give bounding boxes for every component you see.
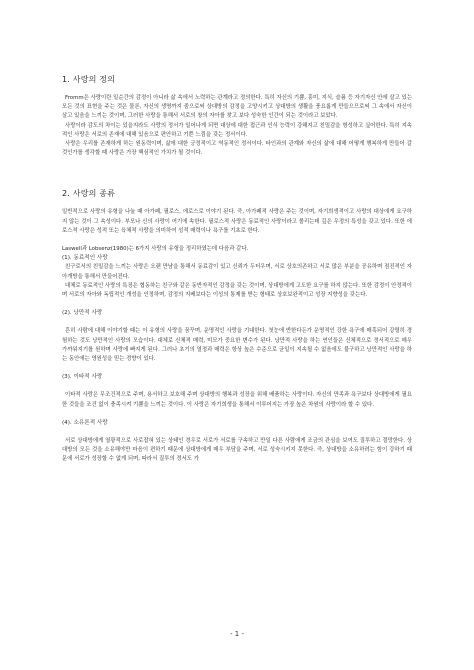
section-2-heading: 2. 사랑의 종류 [62, 189, 116, 199]
section-1-paragraph-3: 사랑은 우리를 존재하게 하는 원동력이며, 삶에 대한 긍정적이고 역동적인 정서이다. 타인과의 관계와 자신의 삶에 대해 어떻게 행복하게 만들어 갈 것인가를 생각할 때 사랑은 가장 핵심적인 가치가 될 것이다. [62, 141, 412, 157]
type-1-paragraph-2: 대체로 동료적인 사랑의 특징은 협동하는 친구와 같은 동반자적인 감정을 갖는 것이며, 상대방에게 고도한 요구를 하지 않는다. 또한 감정이 안정적이며 서로의 자아와 독립적인 개성을 인정하며, 감정의 지배보다는 이성의 통제를 받는 형태로 상호보완적이고 성장 지향성을 갖는다. [62, 282, 412, 299]
type-1-paragraph-1: 친구로서의 친밀감을 느끼는 사랑은 오랜 만남을 통해서 동료감이 있고 신뢰가 두터우며, 서로 상호의존하고 서로 많은 부분을 공유하며 점진적인 자아개방을 통해서 만들어진다. [62, 264, 412, 280]
section-1-heading: 1. 사랑의 정의 [62, 75, 116, 84]
type-2-paragraph-1: 흔히 사람에 대해 이야기할 때는 이 유형의 사랑을 꿈꾸며, 운명적인 사랑을 기대한다. 첫눈에 반한다든가 운명적인 강한 욕구에 매혹되어 강렬히 경험하는 것도 낭만적인 사랑의 모습이다. 대체로 신체적 매력, 미모가 중요한 변수가 된다. 낭만적 사랑을 하는 연인들은 신체적으로 정서적으로 매우 가까워지기를 원하며 사랑에 빠지게 된다. 그러나 초기의 열정과 매력은 항상 높은 수준으로 균일이 지속될 수 없음에도 불구하고 낭만적인 사랑을 하는 동안에는 영원성을 믿는 경향이 있다. [62, 328, 412, 363]
type-3-paragraph-1: 이타적 사랑은 무조건적으로 주며, 용서하고 보호해 주며 상대방의 행복과 성장을 위해 배품하는 사랑이다. 자신의 만족과 욕구보다 상대방에게 필요한 것들을 조건 없이 충족시켜 기쁨을 느끼는 것이다. 이 사랑은 자기희생을 통해서 이루어지는 가장 높은 차원의 사랑이라 할 수 있다. [62, 392, 412, 408]
document-body [62, 74, 412, 465]
page-number: - 1 - [230, 630, 244, 638]
type-3-title: (3). 이타적 사랑 [62, 374, 103, 381]
type-4-paragraph-1: 서로 상대방에게 열광적으로 사로잡혀 있는 상태인 경우로 서로가 서로를 구속하고 만일 다른 사람에게 조금의 관심을 보여도 질투하고 절망한다. 상대방의 모든 것을 소유해야만 마음이 편하기 때문에 상대방에게 매우 부담을 주며, 서로 성숙시키지 못한다. 즉, 상대방을 소유하려는 힘이 강하기 때문에 서로가 성장할 수 없게 되며, 따라서 질투의 정서도 가 [62, 438, 412, 463]
type-2-title: (2). 낭만적 사랑 [62, 310, 103, 317]
type-1-title: (1). 동료적인 사랑 [62, 255, 108, 262]
section-2-intro: 일반적으로 사랑의 유형을 나눌 때 아가페, 필로스, 에로스로 이야기 된다. 즉, 아가페적 사랑은 주는 것이며, 자기희생적이고 사랑의 대상에게 요구하지 않는 것이 그 속성이다. 부모나 신의 사랑이 여기에 속한다. 필로스적 사랑은 동료적인 사랑이라고 볼리는데 깊은 우정의 특성을 갖고 있다. 또한 에로스적 사랑은 성적 또는 육체적 사랑을 의미하여 성적 매력이나 욕구를 기초로 한다. [62, 209, 412, 234]
section-1-paragraph-1: Fromm은 사랑이란 일순간의 감정이 아니라 삶 속에서 노력하는 관계라고 정의한다. 특히 자신의 기쁨, 흥미, 지식, 슬픔 등 자기자신 안에 살고 있는 모든 것의 표현을 주는 것은 물론, 자신의 생명까지 줌으로써 상대방의 감정을 고양시키고 상대방의 생활을 풍요롭게 만들으므로써 그 속에서 자신이 살고 있음을 느끼는 것이며, 그러한 사랑을 통해서 서로의 창의 자아를 찾고 보다 성숙한 인간이 되는 것이라고 보았다. [62, 95, 412, 120]
type-4-title: (4). 소유론적 사랑 [62, 419, 108, 426]
classification-intro: Laswell과 Lobsenz(1980)는 6가지 사랑의 유형을 정리하였는데 다음과 같다. [62, 246, 249, 253]
section-1-paragraph-2: 사랑이라 감도의 차이는 있을지라도 사랑의 정서가 일어나게 되면 대상에 대한 접근과 인식 능력이 강해지고 친밀감을 형성하고 싶어한다. 특히 지속적인 사랑은 서로의 존재에 대해 있음으로 편안하고 기쁜 느낌을 갖는 정서이다. [62, 122, 412, 138]
